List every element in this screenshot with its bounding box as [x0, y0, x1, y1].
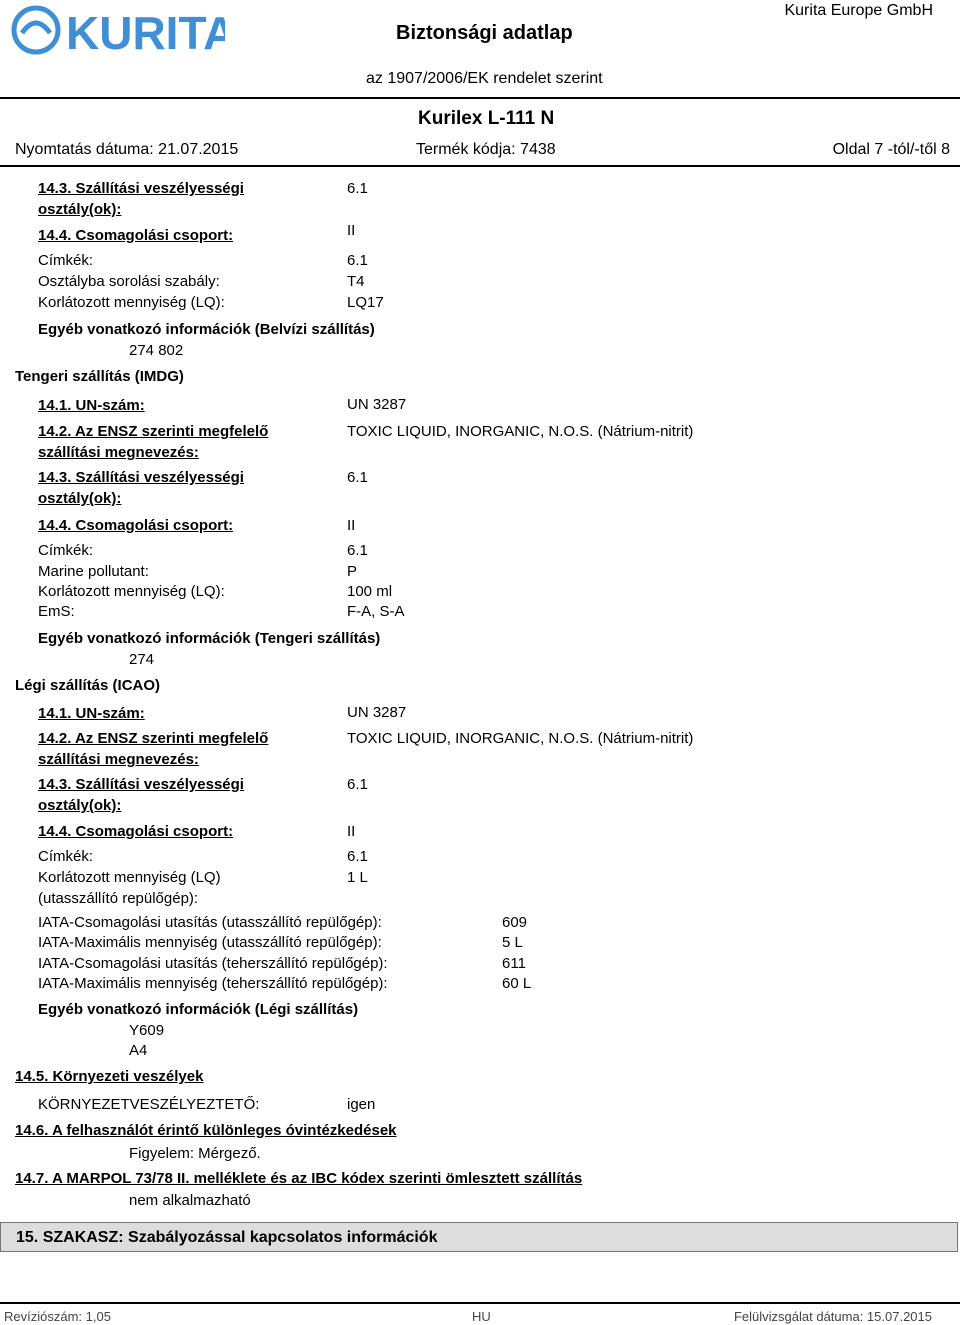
- imdg-name-label: 14.2. Az ENSZ szerinti megfelelő: [38, 423, 269, 440]
- iata-row-value: 60 L: [502, 975, 532, 992]
- imdg-hazard-class-label-2: osztály(ok):: [38, 490, 122, 507]
- product-name: Kurilex L-111 N: [418, 108, 555, 129]
- page-number: Oldal 7 -tól/-től 8: [832, 141, 950, 158]
- marpol-title: 14.7. A MARPOL 73/78 II. melléklete és az IBC kódex szerinti ömlesztett szállítás: [15, 1170, 583, 1187]
- inland-hazard-class-label: 14.3. Szállítási veszélyességi: [38, 180, 244, 197]
- iata-row-label: IATA-Csomagolási utasítás (utasszállító repülőgép):: [38, 914, 382, 931]
- icao-labels-label: Címkék:: [38, 848, 94, 865]
- icao-un-value: UN 3287: [347, 704, 407, 721]
- inland-lq-value: LQ17: [347, 294, 384, 311]
- svg-text:KURITA: KURITA: [66, 7, 225, 59]
- icao-packing-group-value: II: [347, 823, 356, 840]
- icao-hazard-class-value: 6.1: [347, 776, 368, 793]
- imdg-hazard-class-label: 14.3. Szállítási veszélyességi: [38, 469, 244, 486]
- iata-row-value: 611: [502, 955, 526, 972]
- header-divider-top: [0, 97, 960, 99]
- imdg-lq-value: 100 ml: [347, 583, 393, 600]
- imdg-other-value: 274: [129, 651, 155, 668]
- imdg-name-value: TOXIC LIQUID, INORGANIC, N.O.S. (Nátrium-nitrit): [347, 423, 694, 440]
- precautions-value: Figyelem: Mérgező.: [129, 1145, 261, 1162]
- precautions-title: 14.6. A felhasználót érintő különleges óvintézkedések: [15, 1122, 397, 1139]
- company-name: Kurita Europe GmbH: [784, 2, 933, 19]
- icao-labels-value: 6.1: [347, 848, 368, 865]
- env-label: KÖRNYEZETVESZÉLYEZTETŐ:: [38, 1096, 260, 1113]
- icao-name-value: TOXIC LIQUID, INORGANIC, N.O.S. (Nátrium-nitrit): [347, 730, 694, 747]
- inland-lq-label: Korlátozott mennyiség (LQ):: [38, 294, 225, 311]
- imdg-name-label-2: szállítási megnevezés:: [38, 444, 199, 461]
- iata-row-label: IATA-Maximális mennyiség (utasszállító repülőgép):: [38, 934, 382, 951]
- imdg-ems-value: F-A, S-A: [347, 603, 405, 620]
- inland-classification-label: Osztályba sorolási szabály:: [38, 273, 220, 290]
- icao-packing-group-label: 14.4. Csomagolási csoport:: [38, 823, 234, 840]
- inland-packing-group-label: 14.4. Csomagolási csoport:: [38, 227, 234, 244]
- inland-classification-value: T4: [347, 273, 365, 290]
- env-value: igen: [347, 1096, 376, 1113]
- header-divider-bottom: [0, 165, 960, 167]
- imdg-title: Tengeri szállítás (IMDG): [15, 368, 184, 385]
- imdg-lq-label: Korlátozott mennyiség (LQ):: [38, 583, 225, 600]
- inland-hazard-class-value: 6.1: [347, 180, 368, 197]
- icao-hazard-class-label: 14.3. Szállítási veszélyességi: [38, 776, 244, 793]
- imdg-labels-label: Címkék:: [38, 542, 94, 559]
- print-date: Nyomtatás dátuma: 21.07.2015: [15, 141, 239, 158]
- kurita-logo: [10, 3, 225, 63]
- inland-hazard-class-label-2: osztály(ok):: [38, 201, 122, 218]
- icao-title: Légi szállítás (ICAO): [15, 677, 161, 694]
- inland-other-value: 274 802: [129, 342, 184, 359]
- footer-divider: [0, 1302, 960, 1304]
- revision-number: Revíziószám: 1,05: [4, 1309, 111, 1324]
- icao-name-label-2: szállítási megnevezés:: [38, 751, 199, 768]
- iata-row-value: 5 L: [502, 934, 523, 951]
- icao-other-value-2: A4: [129, 1042, 148, 1059]
- iata-row-label: IATA-Maximális mennyiség (teherszállító repülőgép):: [38, 975, 388, 992]
- icao-other-title: Egyéb vonatkozó információk (Légi szállítás): [38, 1001, 359, 1018]
- regulation: az 1907/2006/EK rendelet szerint: [366, 70, 603, 87]
- inland-other-title: Egyéb vonatkozó információk (Belvízi szállítás): [38, 321, 375, 338]
- imdg-marine-value: P: [347, 563, 358, 580]
- imdg-packing-group-value: II: [347, 517, 356, 534]
- inland-packing-group-value: II: [347, 222, 356, 239]
- imdg-other-title: Egyéb vonatkozó információk (Tengeri szállítás): [38, 630, 381, 647]
- inland-labels-value: 6.1: [347, 252, 368, 269]
- inland-labels-label: Címkék:: [38, 252, 94, 269]
- imdg-marine-label: Marine pollutant:: [38, 563, 149, 580]
- icao-lq-value: 1 L: [347, 869, 368, 886]
- section-15-title: 15. SZAKASZ: Szabályozással kapcsolatos információk: [16, 1229, 438, 1246]
- icao-hazard-class-label-2: osztály(ok):: [38, 797, 122, 814]
- env-title: 14.5. Környezeti veszélyek: [15, 1068, 204, 1085]
- imdg-ems-label: EmS:: [38, 603, 75, 620]
- imdg-labels-value: 6.1: [347, 542, 368, 559]
- imdg-un-value: UN 3287: [347, 396, 407, 413]
- iata-row-label: IATA-Csomagolási utasítás (teherszállító repülőgép):: [38, 955, 388, 972]
- language-code: HU: [472, 1309, 491, 1324]
- icao-lq-label: Korlátozott mennyiség (LQ): [38, 869, 221, 886]
- icao-name-label: 14.2. Az ENSZ szerinti megfelelő: [38, 730, 269, 747]
- marpol-value: nem alkalmazható: [129, 1192, 251, 1209]
- icao-lq-label-2: (utasszállító repülőgép):: [38, 890, 199, 907]
- document-title: Biztonsági adatlap: [396, 22, 573, 44]
- product-code: Termék kódja: 7438: [416, 141, 556, 158]
- iata-row-value: 609: [502, 914, 528, 931]
- imdg-hazard-class-value: 6.1: [347, 469, 368, 486]
- review-date: Felülvizsgálat dátuma: 15.07.2015: [733, 1309, 932, 1324]
- imdg-un-label: 14.1. UN-szám:: [38, 397, 145, 414]
- icao-un-label: 14.1. UN-szám:: [38, 705, 145, 722]
- icao-other-value-1: Y609: [129, 1022, 165, 1039]
- section-15-header: [0, 1222, 958, 1252]
- imdg-packing-group-label: 14.4. Csomagolási csoport:: [38, 517, 234, 534]
